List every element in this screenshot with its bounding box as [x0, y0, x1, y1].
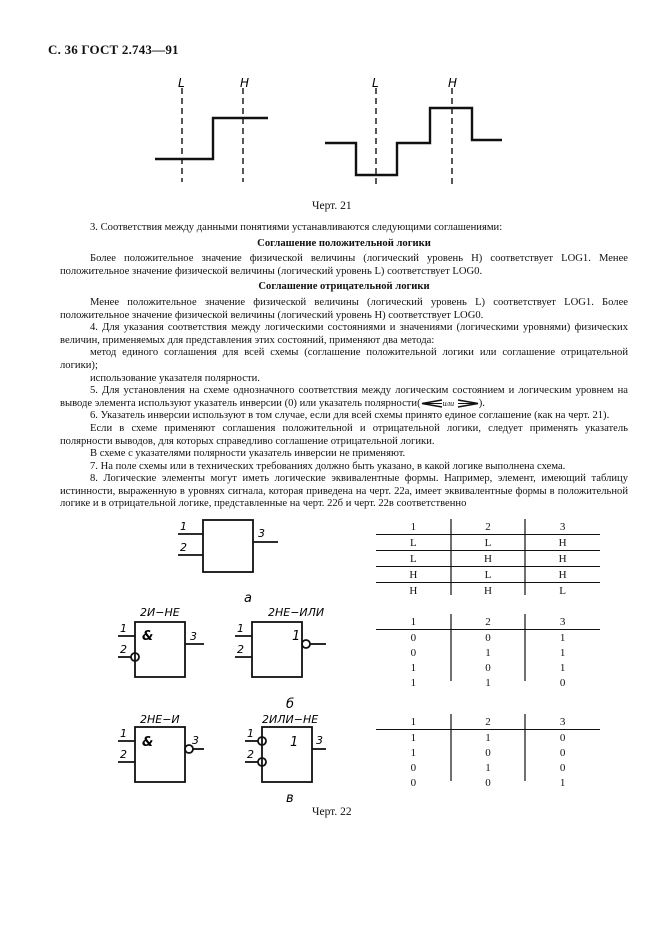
pin-2-label: 2	[247, 748, 254, 761]
pin-3-label: 3	[258, 527, 265, 540]
polarity-left-icon	[421, 399, 443, 408]
table-row: 1 0 0	[410, 746, 566, 759]
pin-3-label: 3	[192, 734, 199, 747]
paragraph-4-method-2: использование указателя полярности.	[90, 372, 260, 384]
paragraph-5: 5. Для установления на схеме однозначного соответствия между логическим состоянием и логическим уровнем на выводе элемента используют указатель инверсии (0) или указатель полярности( или ).	[60, 385, 628, 409]
table-row: L H H	[376, 551, 600, 567]
pin-2-label: 2	[180, 541, 187, 554]
and-symbol: &	[142, 735, 154, 750]
negative-logic-heading: Соглашение отрицательной логики	[258, 281, 430, 293]
step-signal	[155, 118, 268, 159]
table-column-dividers	[376, 519, 600, 809]
gate-v2-box	[262, 727, 312, 782]
paragraph-3: 3. Соответствия между данными понятиями устанавливаются следующими соглашениями:	[90, 222, 503, 233]
figure-22-caption: Черт. 22	[312, 806, 352, 818]
polarity-right-icon	[457, 399, 479, 408]
inversion-circle	[302, 640, 310, 648]
pulse-signal	[325, 108, 502, 175]
label-b: б	[286, 697, 295, 712]
waveform-left	[155, 88, 268, 182]
label-l: L	[372, 76, 379, 90]
table-row: 1 1 0	[410, 731, 566, 744]
positive-logic-text: Более положительное значение физической величины (логический уровень H) соответствует LOG1. Менее положительное значение физической величины (логический уровень L) соответствует LOG0.	[60, 253, 628, 277]
table-row: 0 1 0	[410, 761, 566, 774]
label-a: а	[244, 591, 252, 606]
paragraph-8: 8. Логические элементы могут иметь логические эквивалентные формы. Например, элемент, имеющий таблицу истинности, выраженную в уровнях сигнала, которая приведена на черт. 22а, имеет эквивалентные формы в положительной логике и в отрицательной логике, представленные на черт. 22б и черт. 22в соответственно	[60, 473, 628, 510]
paragraph-6-a: Если в схеме применяют соглашения положительной и отрицательной логики, следует применять указатель полярности выводов, для которых справедливо соглашение отрицательной логики.	[60, 422, 628, 447]
table-header-row: 1 2 3	[376, 614, 600, 630]
pin-2-label: 2	[120, 748, 127, 761]
negative-logic-text: Менее положительное значение физической величины (логический уровень L) соответствует LOG1. Более положительное значение физической величины (логический уровень H) соответствует LOG0.	[60, 296, 628, 321]
gate-v1-title: 2НЕ−И	[140, 713, 180, 726]
table-row: 1 0 1	[410, 661, 566, 674]
paragraph-4: 4. Для указания соответствия между логическими состояниями и значениями (логическими уровнями) физических величин, применяемых для представления этих состояний, применяют два метода:	[60, 322, 628, 346]
element-a-box	[203, 520, 253, 572]
page-header: С. 36 ГОСТ 2.743—91	[48, 42, 179, 57]
paragraph-6-b: В схеме с указателями полярности указатель инверсии не применяют.	[90, 448, 406, 460]
gate-b2-title: 2НЕ−ИЛИ	[268, 606, 325, 619]
table-row: 0 0 1	[410, 776, 566, 789]
paragraph-6: 6. Указатель инверсии используют в том случае, если для всей схемы принято единое соглашение (как на черт. 21).	[90, 410, 610, 422]
label-l: L	[178, 76, 185, 90]
figure-22-diagrams	[100, 512, 360, 812]
pin-3-label: 3	[190, 630, 197, 643]
or-symbol: 1	[290, 735, 299, 750]
paragraph-4-method-1: метод единого соглашения для всей схемы (соглашение положительной логики или соглашение отрицательной логики);	[60, 347, 628, 371]
table-row: 0 1 1	[410, 646, 566, 659]
pin-1-label: 1	[120, 622, 127, 635]
label-v: в	[286, 791, 294, 806]
pin-1-label: 1	[120, 727, 127, 740]
table-row: L L H	[376, 535, 600, 551]
pin-2-label: 2	[120, 643, 127, 656]
pin-1-label: 1	[237, 622, 244, 635]
label-h: H	[240, 76, 250, 90]
gate-v2-title: 2ИЛИ−НЕ	[262, 713, 319, 726]
label-h: H	[448, 76, 458, 90]
table-row: H H L	[409, 584, 567, 597]
and-symbol: &	[142, 629, 154, 644]
table-row: 0 0 1	[410, 631, 566, 644]
body-text	[60, 222, 628, 511]
or-symbol: 1	[292, 629, 301, 644]
gate-b1-title: 2И−НЕ	[140, 606, 180, 619]
pin-1-label: 1	[180, 520, 187, 533]
pin-2-label: 2	[237, 643, 244, 656]
pin-1-label: 1	[247, 727, 254, 740]
waveform-right	[325, 88, 502, 188]
table-row: 1 1 0	[410, 676, 566, 689]
table-row: H L H	[376, 567, 600, 583]
pin-3-label: 3	[316, 734, 323, 747]
table-header-row: 1 2 3	[376, 519, 600, 535]
table-header-row: 1 2 3	[376, 714, 600, 730]
figure-21	[140, 70, 520, 195]
positive-logic-heading: Соглашение положительной логики	[257, 237, 431, 249]
figure-21-caption: Черт. 21	[312, 200, 352, 212]
paragraph-7: 7. На поле схемы или в технических требованиях должно быть указано, в какой логике выполнена схема.	[90, 460, 566, 472]
